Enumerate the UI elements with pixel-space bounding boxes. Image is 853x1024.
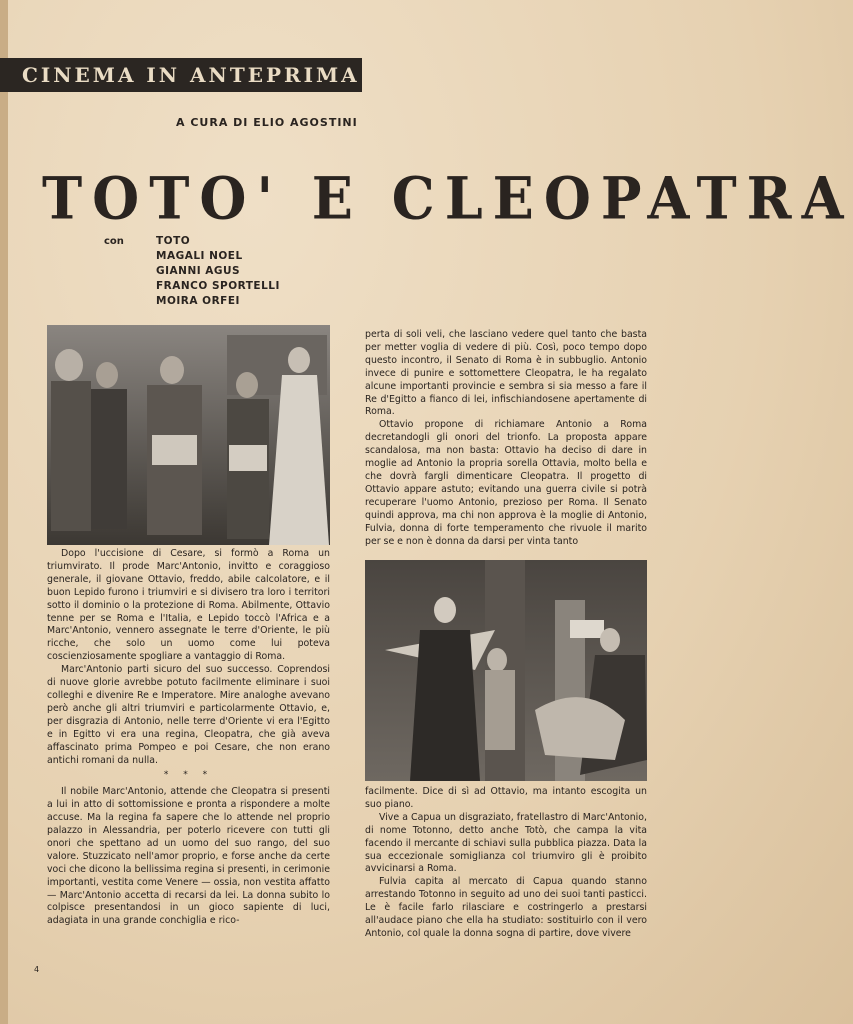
curator-credit: A CURA DI ELIO AGOSTINI bbox=[176, 116, 358, 129]
cast-member: GIANNI AGUS bbox=[156, 265, 241, 277]
cast-label: con bbox=[104, 236, 124, 247]
cast-member: MAGALI NOEL bbox=[156, 250, 243, 262]
article-paragraph: Fulvia capita al mercato di Capua quando stanno arrestando Totonno in seguito ad uno dei suoi tanti pasticci. Le è facile farlo rilasciare e costringerlo a prestarsi all'audace piano che ella ha studiato: sostituirlo con il vero Antonio, col quale la donna sogna di partire, dove vivere bbox=[365, 876, 647, 939]
article-column-left bbox=[47, 548, 330, 948]
cast-member: MOIRA ORFEI bbox=[156, 295, 240, 307]
article-paragraph: Ottavio propone di richiamare Antonio a Roma decretandogli gli onori del trionfo. La proposta appare scandalosa, ma non basta: Ottavio ha deciso di dare in moglie ad Antonio la propria sorella Ottavia, molto bella e che dovrà fargli dimenticare Cleopatra. Il progetto di Ottavio appare astuto; evitando una guerra civile si potrà recuperare l'uomo Antonio, prezioso per Roma. Il Senato quindi approva, ma chi non approva è la moglie di Antonio, Fulvia, donna di forte temperamento che rivuole il marito per se e non è donna da darsi per vinta tanto bbox=[365, 419, 647, 547]
article-column-right-top bbox=[365, 329, 647, 559]
cast-member: TOTO bbox=[156, 235, 191, 247]
cast-list bbox=[156, 234, 280, 309]
section-separator: * * * bbox=[163, 770, 214, 781]
page-edge bbox=[0, 0, 8, 1024]
film-still-photo-market-scene bbox=[365, 560, 647, 781]
article-column-right-bottom bbox=[365, 786, 647, 976]
section-banner: CINEMA IN ANTEPRIMA bbox=[0, 58, 362, 92]
article-headline: TOTO' E CLEOPATRA bbox=[42, 163, 853, 233]
page-number: 4 bbox=[34, 965, 40, 974]
film-still-photo-court-scene bbox=[47, 325, 330, 545]
article-paragraph: facilmente. Dice di sì ad Ottavio, ma intanto escogita un suo piano. bbox=[365, 786, 647, 810]
article-paragraph: Marc'Antonio parti sicuro del suo successo. Coprendosi di nuove glorie avrebbe potuto facilmente eliminare i suoi colleghi e divenire Re e Imperatore. Mire analoghe avevano però anche gli altri triumviri e particolarmente Ottavio, e, per disgrazia di Antonio, nelle terre d'Oriente vi era l'Egitto e in Egitto vi era una regina, Cleopatra, che già aveva affascinato prima Pompeo e poi Cesare, che non erano antichi romani da nulla. bbox=[47, 664, 330, 766]
article-paragraph: Vive a Capua un disgraziato, fratellastro di Marc'Antonio, di nome Totonno, detto anche Totò, che campa la vita facendo il mercante di schiavi sulla pubblica piazza. Data la sua eccezionale somiglianza col triumviro gli è proibito avvicinarsi a Roma. bbox=[365, 811, 647, 875]
cast-member: FRANCO SPORTELLI bbox=[156, 280, 280, 292]
article-paragraph: perta di soli veli, che lasciano vedere quel tanto che basta per metter voglia di vedere di più. Così, poco tempo dopo questo incontro, il Senato di Roma è in subbuglio. Antonio invece di punire e sottomettere Cleopatra, le ha regalato alcune importanti provincie e sembra si sia messo a fare il Re d'Egitto a fianco di lei, infischiandosene apertamente di Roma. bbox=[365, 329, 647, 418]
article-paragraph: Dopo l'uccisione di Cesare, si formò a Roma un triumvirato. Il prode Marc'Antonio, invitto e coraggioso generale, il giovane Ottavio, freddo, abile calcolatore, e il buon Lepido furono i triumviri e si divisero tra loro i territori sotto il dominio o la protezione di Roma. Abilmente, Ottavio tenne per se Roma e l'Italia, e Lepido toccò l'Africa e a Marc'Antonio, vennero assegnate le terre d'Oriente, le più ricche, che solo un uomo come lui poteva coscienziosamente spogliare a vantaggio di Roma. bbox=[47, 548, 330, 663]
article-paragraph: Il nobile Marc'Antonio, attende che Cleopatra si presenti a lui in atto di sottomissione e pronta a rispondere a molte accuse. Ma la regina fa sapere che lo attende nel proprio palazzo in Alessandria, per poterlo ricevere con tutti gli onori che spettano ad un uomo del suo rango, del suo valore. Stuzzicato nell'amor proprio, e forse anche da certe voci che dicono la bellissima regina si presenti, in cerimonie importanti, vestita come Venere — ossia, non vestita affatto — Marc'Antonio accetta di recarsi da lei. La donna subito lo colpisce presentandosi in un gioco sapiente di luci, adagiata in una grande conchiglia e rico- bbox=[47, 786, 330, 927]
